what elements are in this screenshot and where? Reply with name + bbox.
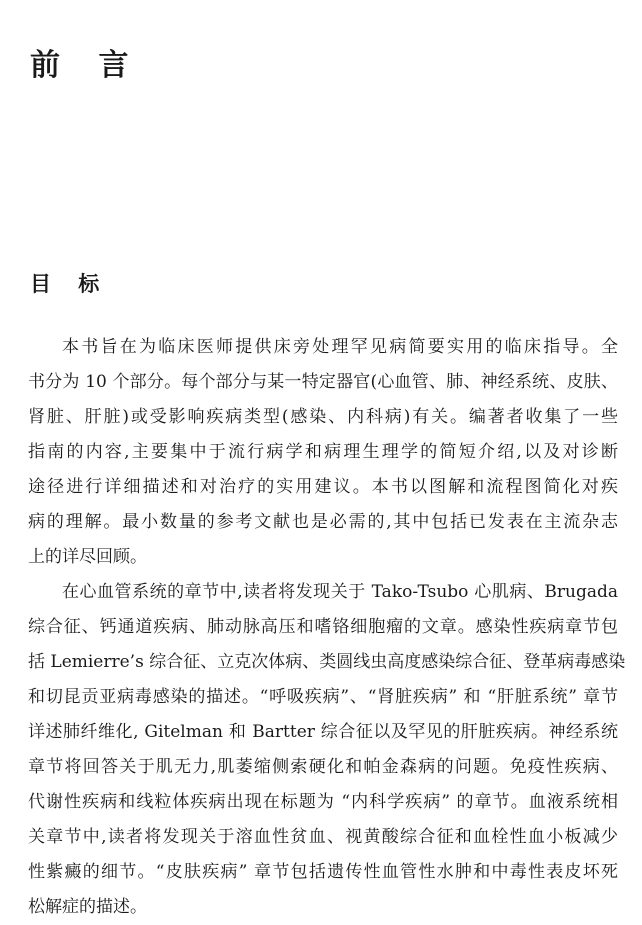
text-line: 和切昆贡亚病毒感染的描述。“呼吸疾病”、“肾脏疾病” 和 “肝脏系统” 章节: [28, 687, 618, 707]
page-title: 前 言: [30, 48, 143, 83]
text-line: 括 Lemierre’s 综合征、立克次体病、类圆线虫高度感染综合征、登革病毒感染: [28, 652, 626, 672]
text-line: 上的详尽回顾。: [28, 547, 147, 567]
text-line: 综合征、钙通道疾病、肺动脉高压和嗜铬细胞瘤的文章。感染性疾病章节包: [28, 617, 618, 637]
text-line: 详述肺纤维化, Gitelman 和 Bartter 综合征以及罕见的肝脏疾病。神经系统: [28, 722, 618, 742]
section-heading: 目 标: [30, 272, 110, 296]
text-line: 松解症的描述。: [28, 897, 147, 917]
text-line: 病的理解。最小数量的参考文献也是必需的,其中包括已发表在主流杂志: [28, 512, 618, 532]
text-line: 代谢性疾病和线粒体疾病出现在标题为 “内科学疾病” 的章节。血液系统相: [28, 792, 618, 812]
text-line: 途径进行详细描述和对治疗的实用建议。本书以图解和流程图简化对疾: [28, 477, 618, 497]
text-line: 性紫癜的细节。“皮肤疾病” 章节包括遗传性血管性水肿和中毒性表皮坏死: [28, 862, 618, 882]
text-line: 指南的内容,主要集中于流行病学和病理生理学的简短介绍,以及对诊断: [28, 442, 618, 462]
text-line: 在心血管系统的章节中,读者将发现关于 Tako-Tsubo 心肌病、Brugada: [62, 582, 618, 602]
text-line: 肾脏、肝脏)或受影响疾病类型(感染、内科病)有关。编著者收集了一些: [28, 407, 618, 427]
paragraph: [28, 575, 626, 925]
text-line: 书分为 10 个部分。每个部分与某一特定器官(心血管、肺、神经系统、皮肤、: [28, 372, 618, 392]
body-text: [28, 330, 626, 925]
text-line: 章节将回答关于肌无力,肌萎缩侧索硬化和帕金森病的问题。免疫性疾病、: [28, 757, 618, 777]
text-line: 关章节中,读者将发现关于溶血性贫血、视黄酸综合征和血栓性血小板减少: [28, 827, 618, 847]
text-line: 本书旨在为临床医师提供床旁处理罕见病简要实用的临床指导。全: [62, 337, 618, 357]
paragraph: [28, 330, 618, 575]
